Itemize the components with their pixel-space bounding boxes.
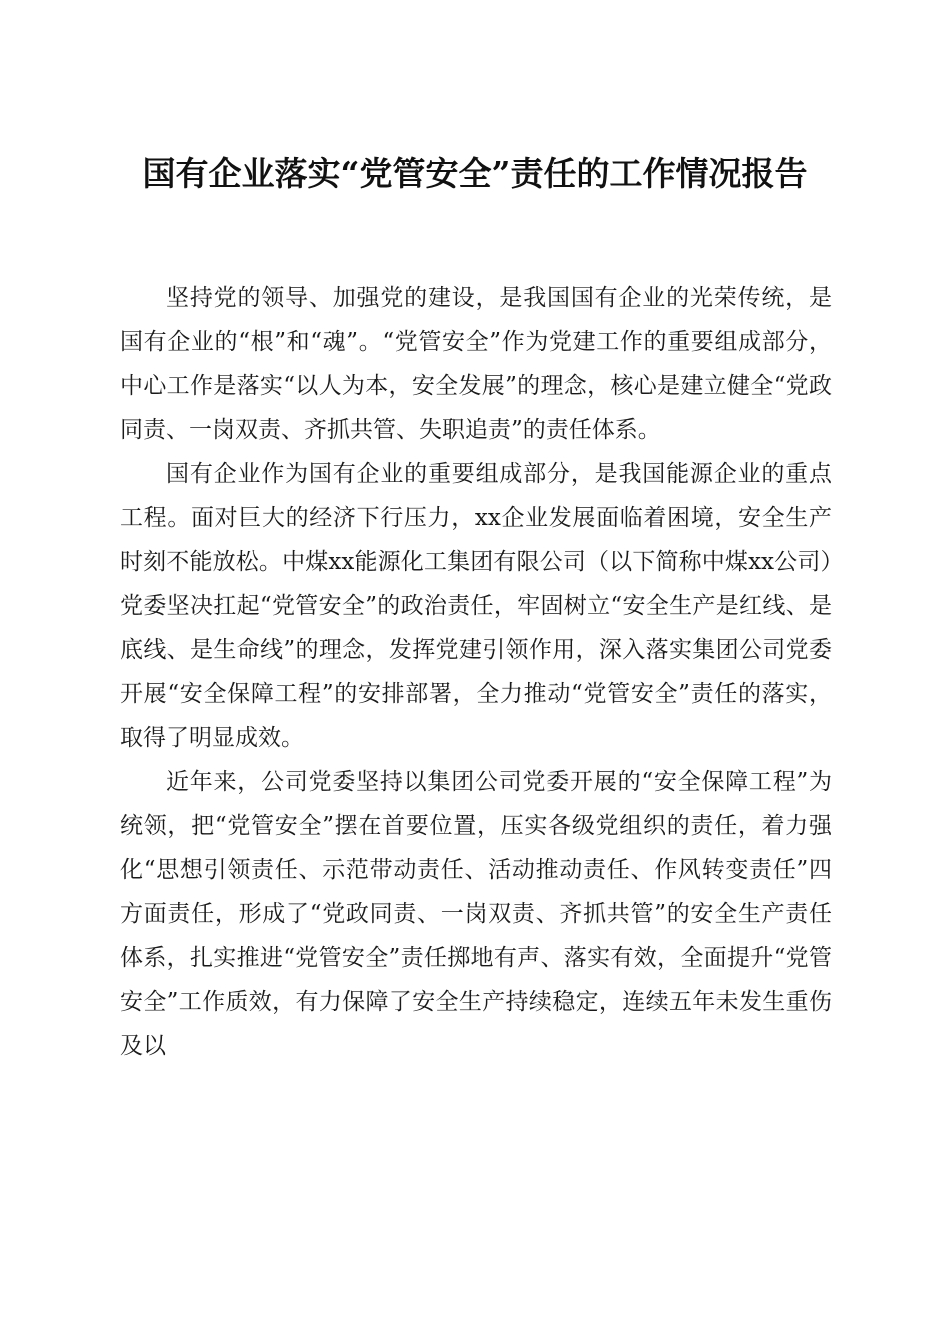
paragraph-3: 近年来，公司党委坚持以集团公司党委开展的“安全保障工程”为统领，把“党管安全”摆在首要位置，压实各级党组织的责任，着力强化“思想引领责任、示范带动责任、活动推动责任、作风转变责任”四方面责任，形成了“党政同责、一岗双责、齐抓共管”的安全生产责任体系，扎实推进“党管安全”责任掷地有声、落实有效，全面提升“党管安全”工作质效，有力保障了安全生产持续稳定，连续五年未发生重伤及以 [120,769,832,1059]
document-title: 国有企业落实“党管安全”责任的工作情况报告 [142,154,808,194]
paragraph-1: 坚持党的领导、加强党的建设，是我国国有企业的光荣传统，是国有企业的“根”和“魂”。“党管安全”作为党建工作的重要组成部分，中心工作是落实“以人为本，安全发展”的理念，核心是建立健全“党政同责、一岗双责、齐抓共管、失职追责”的责任体系。 [120,285,832,443]
paragraph-2: 国有企业作为国有企业的重要组成部分，是我国能源企业的重点工程。面对巨大的经济下行压力，xx企业发展面临着困境，安全生产时刻不能放松。中煤xx能源化工集团有限公司（以下简称中煤xx公司）党委坚决扛起“党管安全”的政治责任，牢固树立“安全生产是红线、是底线、是生命线”的理念，发挥党建引领作用，深入落实集团公司党委开展“安全保障工程”的安排部署，全力推动“党管安全”责任的落实，取得了明显成效。 [120,461,832,751]
document-body [120,276,832,1068]
